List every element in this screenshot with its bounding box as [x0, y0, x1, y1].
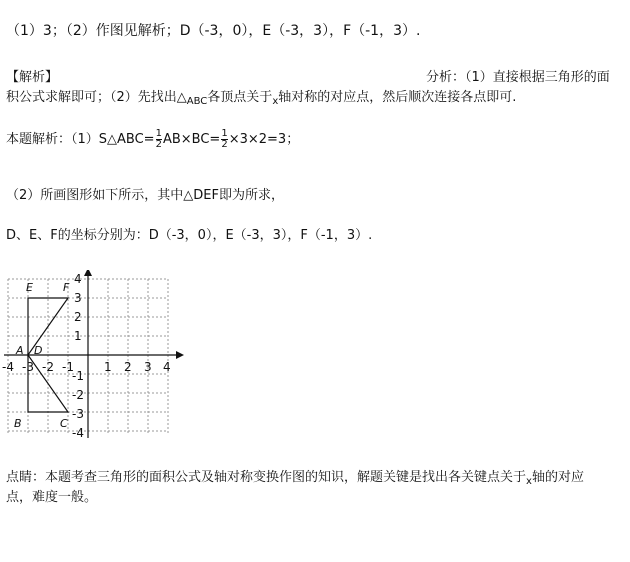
- coords-line: D、E、F的坐标分别为：D（-3，0），E（-3，3），F（-1，3）.: [6, 228, 373, 243]
- comment-x: x: [526, 476, 532, 487]
- x-tick-neg2: -2: [42, 360, 54, 374]
- y-tick-neg4: -4: [72, 426, 84, 440]
- coordinate-graph: [0, 270, 200, 440]
- y-tick-neg3: -3: [72, 407, 84, 421]
- point-label-e: E: [26, 281, 33, 294]
- fraction-half-1: [156, 129, 162, 150]
- x-tick-neg4: -4: [2, 360, 14, 374]
- point-label-f: F: [63, 281, 70, 294]
- fraction-num: 1: [155, 128, 162, 139]
- solution-prefix: 本题解析：（1）S△ABC=: [6, 132, 155, 147]
- analysis-text-1b: 积公式求解即可；（2）先找出△: [6, 90, 187, 105]
- analysis-intro-line2: [6, 86, 516, 107]
- fraction-den: 2: [155, 139, 162, 150]
- analysis-text-1d: 轴对称的对应点，然后顺次连接各点即可.: [278, 90, 517, 105]
- x-tick-1: 1: [104, 360, 112, 374]
- comment-line1: [6, 466, 584, 487]
- y-tick-neg1: -1: [72, 369, 84, 383]
- x-tick-2: 2: [124, 360, 132, 374]
- analysis-intro-line1: [426, 66, 610, 85]
- solution-suffix: ×3×2=3；: [228, 132, 300, 147]
- analysis-text-1a: （1）直接根据三角形的面: [465, 70, 610, 85]
- comment-line2: 点，难度一般。: [6, 490, 98, 505]
- x-tick-neg3: -3: [22, 360, 34, 374]
- fraction-num: 1: [221, 128, 228, 139]
- analysis-tag: 【解析】: [6, 70, 59, 85]
- fraction-half-2: [221, 129, 227, 150]
- y-tick-neg2: -2: [72, 388, 84, 402]
- answer-line: （1）3；（2）作图见解析；D（-3，0），E（-3，3），F（-1，3）.: [6, 23, 421, 39]
- part2-line: （2）所画图形如下所示，其中△DEF即为所求，: [6, 188, 284, 203]
- y-tick-1: 1: [74, 329, 82, 343]
- comment-text-1: 点睛：本题考查三角形的面积公式及轴对称变换作图的知识，解题关键是找出各关键点关于: [6, 470, 527, 485]
- point-label-a: A: [16, 344, 24, 357]
- analysis-x: x: [272, 96, 279, 107]
- point-label-d: D: [34, 344, 43, 357]
- point-label-c: C: [60, 417, 68, 430]
- x-tick-4: 4: [163, 360, 171, 374]
- analysis-abc: ABC: [186, 96, 208, 107]
- x-tick-neg1: -1: [62, 360, 74, 374]
- y-tick-3: 3: [74, 291, 82, 305]
- solution-line: [6, 128, 299, 150]
- y-tick-2: 2: [74, 310, 82, 324]
- solution-mid: AB×BC=: [162, 132, 221, 147]
- fraction-den: 2: [221, 139, 228, 150]
- y-tick-4: 4: [74, 272, 82, 286]
- point-label-b: B: [14, 417, 22, 430]
- analysis-text-1c: 各顶点关于: [207, 90, 273, 105]
- analysis-label: 分析：: [426, 70, 466, 85]
- comment-text-1b: 轴的对应: [531, 470, 584, 485]
- x-tick-3: 3: [144, 360, 152, 374]
- x-axis-arrow-icon: [176, 351, 184, 359]
- y-axis-arrow-icon: [84, 270, 92, 276]
